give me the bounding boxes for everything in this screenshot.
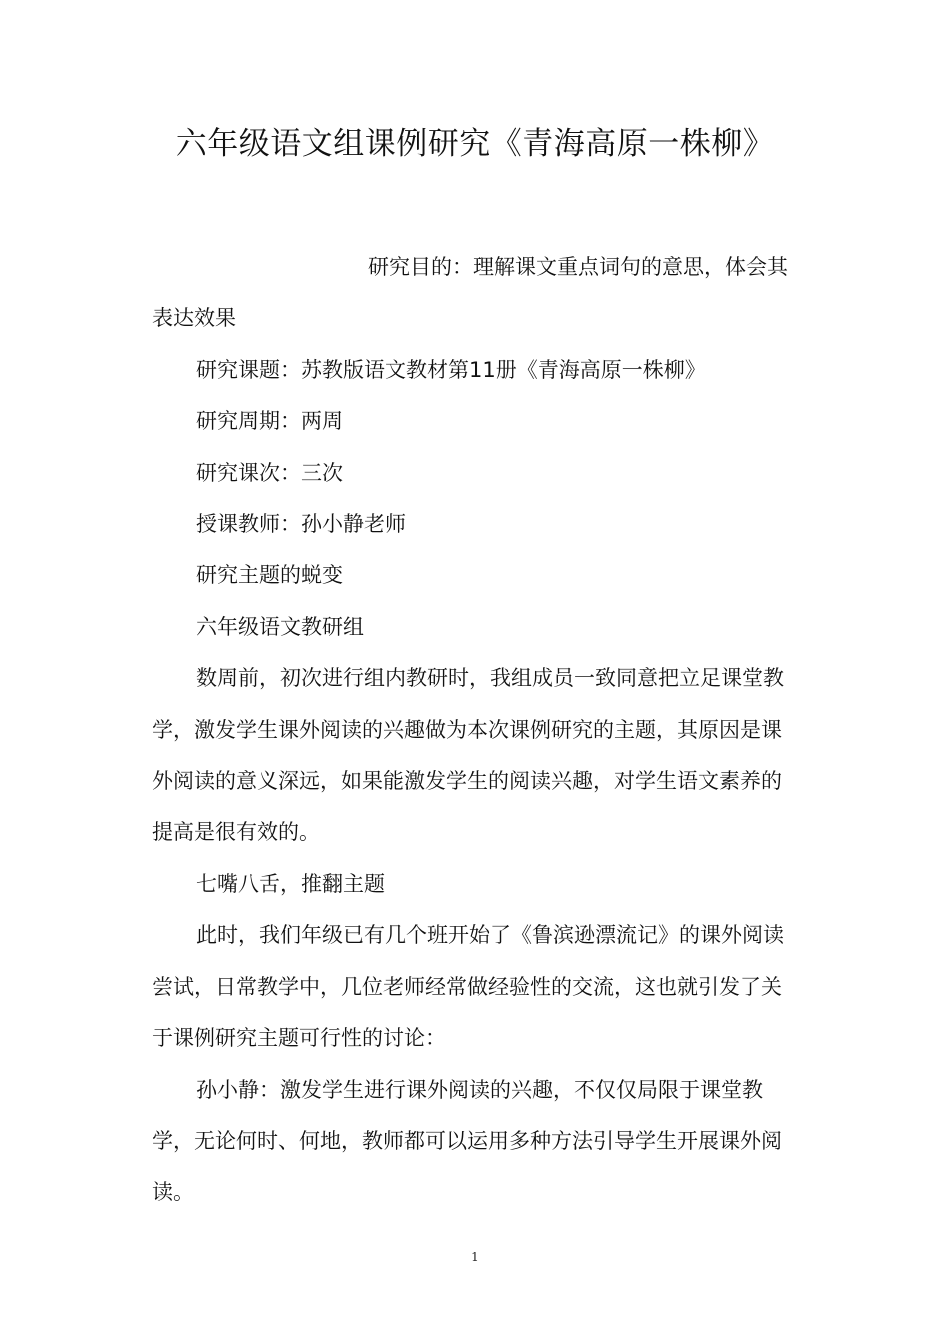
research-purpose: 研究目的：理解课文重点词句的意思，体会其表达效果 — [152, 255, 788, 331]
body-paragraph: 数周前，初次进行组内教研时，我组成员一致同意把立足课堂教学，激发学生课外阅读的兴趣做为本次课例研究的主题，其原因是课外阅读的意义深远，如果能激发学生的阅读兴趣，对学生语文素养的提高是很有效的。 — [152, 666, 784, 845]
author-group: 六年级语文教研组 — [196, 614, 364, 639]
section-heading-overturn-theme: 七嘴八舌，推翻主题 — [196, 871, 385, 896]
document-title: 六年级语文组课例研究《青海高原一株柳》 — [175, 126, 775, 162]
research-sessions: 研究课次：三次 — [196, 460, 343, 485]
research-topic: 研究课题：苏教版语文教材第11册《青海高原一株柳》 — [196, 357, 706, 382]
page-number: 1 — [471, 1250, 479, 1264]
body-paragraph: 孙小静：激发学生进行课外阅读的兴趣，不仅仅局限于课堂教学，无论何时、何地，教师都可以运用多种方法引导学生开展课外阅读。 — [152, 1077, 782, 1205]
section-heading-theme-change: 研究主题的蜕变 — [196, 563, 343, 588]
body-paragraph: 此时，我们年级已有几个班开始了《鲁滨逊漂流记》的课外阅读尝试，日常教学中，几位老师经常做经验性的交流，这也就引发了关于课例研究主题可行性的讨论： — [152, 923, 784, 1051]
research-period: 研究周期：两周 — [196, 409, 343, 434]
teaching-teacher: 授课教师：孙小静老师 — [196, 512, 406, 537]
document-body — [152, 242, 802, 1219]
